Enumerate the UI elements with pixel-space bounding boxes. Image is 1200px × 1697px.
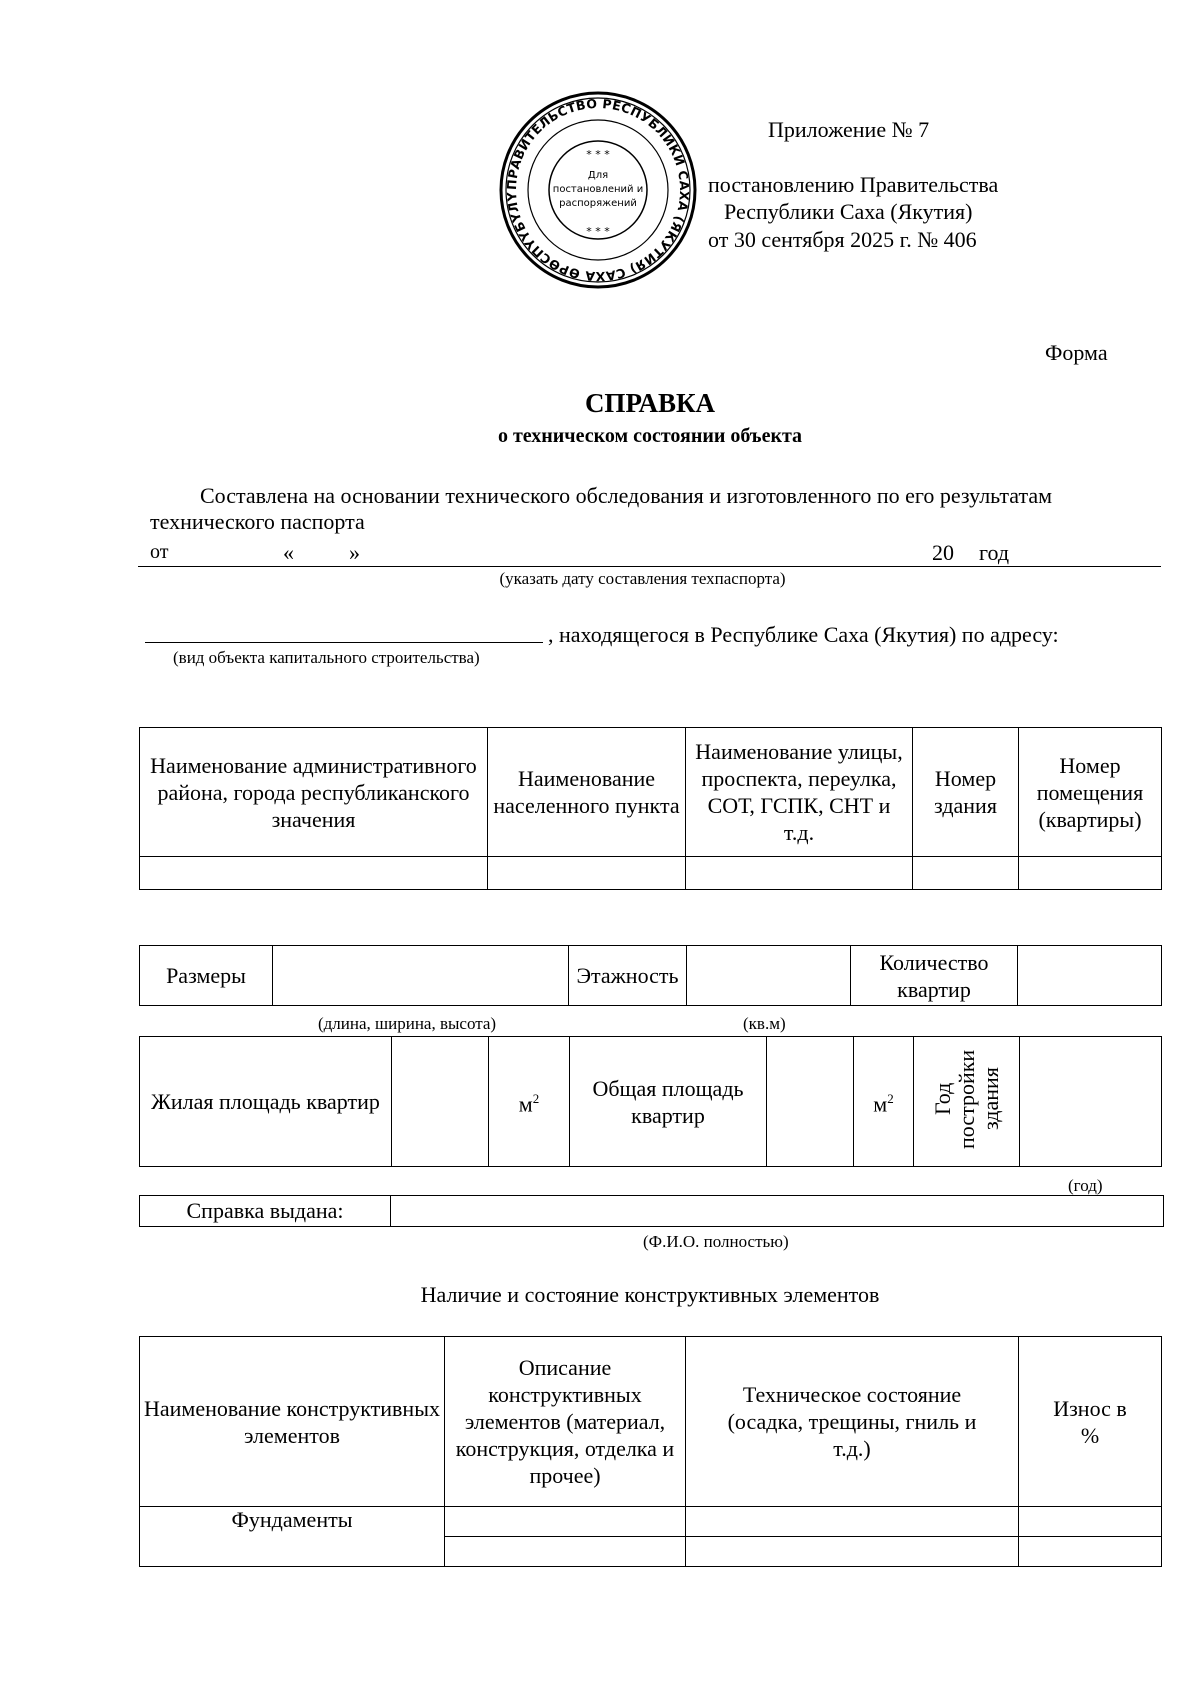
- seal-inner-line3: распоряжений: [559, 198, 637, 209]
- object-type-hint: (вид объекта капитального строительства): [173, 648, 480, 667]
- appendix-number: Приложение № 7: [768, 117, 930, 142]
- floors-label: Этажность: [569, 946, 687, 1006]
- intro-text-line2: технического паспорта: [150, 509, 365, 534]
- date-hint: (указать дату составления техпаспорта): [499, 569, 786, 588]
- address-table: [139, 727, 1162, 890]
- apartments-count-label: Количество квартир: [851, 946, 1018, 1006]
- year-prefix: 20: [932, 540, 954, 565]
- seal-inner-line1: Для: [587, 170, 609, 181]
- foundations-wear-cell-1[interactable]: [1019, 1507, 1162, 1537]
- document-subtitle: о техническом состоянии объекта: [497, 425, 803, 447]
- appendix-line2: Республики Саха (Якутия): [724, 199, 973, 224]
- address-cell-building[interactable]: [913, 857, 1019, 890]
- elements-header-description: Описание конструктивных элементов (материал, конструкция, отделка и прочее): [445, 1337, 686, 1507]
- issued-value-cell[interactable]: [391, 1196, 1164, 1227]
- date-quote-close: »: [349, 540, 360, 565]
- located-text: , находящегося в Республике Саха (Якутия) по адресу:: [548, 622, 1059, 647]
- elements-section-title: Наличие и состояние конструктивных элементов: [420, 1282, 880, 1307]
- address-header-settlement: Наименование населенного пункта: [488, 728, 686, 857]
- year-suffix: год: [979, 540, 1010, 565]
- document-title: СПРАВКА: [584, 388, 716, 418]
- address-cell-apartment[interactable]: [1019, 857, 1162, 890]
- form-label: Форма: [1045, 340, 1108, 365]
- svg-text:* * *: * * *: [586, 225, 610, 238]
- date-quote-open: «: [283, 540, 294, 565]
- total-area-value-cell[interactable]: [767, 1037, 854, 1167]
- appendix-line3: от 30 сентября 2025 г. № 406: [708, 227, 977, 252]
- area-table: [139, 1036, 1162, 1167]
- area-hint: (кв.м): [743, 1014, 786, 1033]
- date-from-label: от: [150, 541, 169, 563]
- elements-header-condition: Техническое состояние (осадка, трещины, гниль и т.д.): [686, 1337, 1019, 1507]
- foundations-wear-cell-2[interactable]: [1019, 1537, 1162, 1567]
- address-header-apartment: Номер помещения (квартиры): [1019, 728, 1162, 857]
- address-cell-street[interactable]: [686, 857, 913, 890]
- address-header-building: Номер здания: [913, 728, 1019, 857]
- elements-row-foundations: Фундаменты: [140, 1507, 445, 1567]
- issued-table: [139, 1195, 1164, 1227]
- address-cell-district[interactable]: [140, 857, 488, 890]
- issued-hint: (Ф.И.О. полностью): [643, 1232, 789, 1251]
- elements-header-name: Наименование конструктивных элементов: [140, 1337, 445, 1507]
- foundations-description-cell-2[interactable]: [445, 1537, 686, 1567]
- size-table: [139, 945, 1162, 1006]
- address-header-street: Наименование улицы, проспекта, переулка, СОТ, ГСПК, СНТ и т.д.: [686, 728, 913, 857]
- apartments-count-cell[interactable]: [1018, 946, 1162, 1006]
- seal-outer-text: ПРАВИТЕЛЬСТВО РЕСПУБЛИКИ САХА (ЯКУТИЯ) САХА ӨРӨСПҮҮБҮЛҮ: [503, 95, 693, 285]
- size-value-cell[interactable]: [273, 946, 569, 1006]
- official-seal: [498, 90, 698, 290]
- size-label: Размеры: [140, 946, 273, 1006]
- foundations-condition-cell-1[interactable]: [686, 1507, 1019, 1537]
- living-area-label: Жилая площадь квартир: [140, 1037, 392, 1167]
- issued-label: Справка выдана:: [140, 1196, 391, 1227]
- total-area-label: Общая площадь квартир: [570, 1037, 767, 1167]
- appendix-line1: постановлению Правительства: [708, 172, 999, 197]
- size-hint: (длина, ширина, высота): [318, 1014, 497, 1033]
- address-header-district: Наименование административного района, города республиканского значения: [140, 728, 488, 857]
- foundations-description-cell-1[interactable]: [445, 1507, 686, 1537]
- seal-inner-line2: постановлений и: [552, 184, 644, 195]
- floors-value-cell[interactable]: [687, 946, 851, 1006]
- intro-text-line1: Составлена на основании технического обследования и изготовленного по его результатам: [200, 483, 1053, 508]
- date-underline: [138, 566, 1161, 567]
- build-year-value-cell[interactable]: [1020, 1037, 1162, 1167]
- object-type-underline[interactable]: [145, 642, 543, 643]
- address-cell-settlement[interactable]: [488, 857, 686, 890]
- living-area-value-cell[interactable]: [392, 1037, 489, 1167]
- foundations-condition-cell-2[interactable]: [686, 1537, 1019, 1567]
- build-year-label: Год постройки здания: [914, 1037, 1020, 1167]
- living-area-unit: $м^2$: [489, 1037, 570, 1167]
- total-area-unit: $м^2$: [854, 1037, 914, 1167]
- elements-header-wear: Износ в %: [1019, 1337, 1162, 1507]
- year-hint: (год): [1068, 1176, 1103, 1195]
- elements-table: [139, 1336, 1162, 1567]
- seal-star-row: * * *: [586, 148, 610, 161]
